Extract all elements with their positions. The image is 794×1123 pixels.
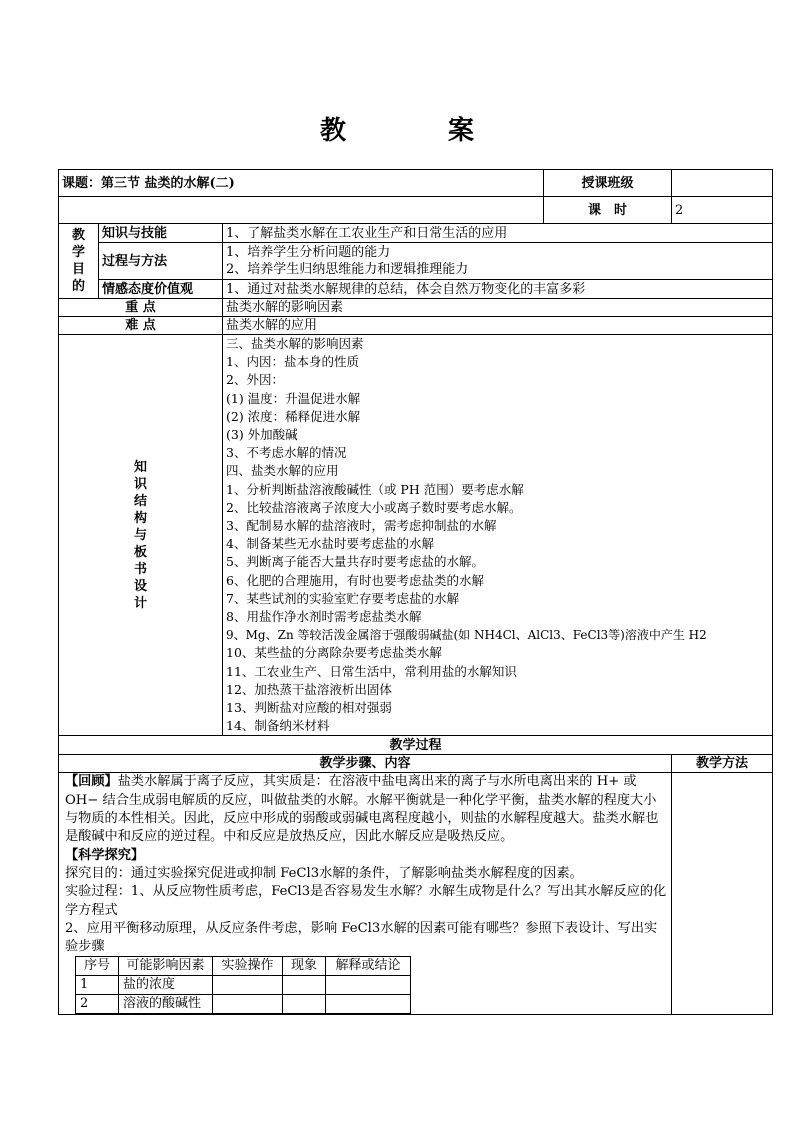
knowledge-line: 2、比较盐溶液离子浓度大小或离子数时要考虑水解。 xyxy=(226,499,522,515)
knowledge-line: 3、配制易水解的盐溶液时，需考虑抑制盐的水解 xyxy=(226,518,497,534)
experiment-header-cell: 序号 xyxy=(76,957,119,976)
knowledge-line: 5、判断离子能否大量共存时要考虑盐的水解。 xyxy=(226,554,484,570)
knowledge-line: 2、外因： xyxy=(226,372,284,388)
objective-attitude-content: 1、通过对盐类水解规律的总结，体会自然万物变化的丰富多彩 xyxy=(223,280,773,299)
experiment-cell xyxy=(326,995,411,1014)
knowledge-line: (2) 浓度：稀释促进水解 xyxy=(226,408,361,424)
knowledge-line: (1) 温度：升温促进水解 xyxy=(226,390,361,406)
table-row xyxy=(76,976,411,995)
experiment-cell xyxy=(213,995,283,1014)
experiment-cell xyxy=(283,976,326,995)
knowledge-line: (3) 外加酸碱 xyxy=(226,427,298,443)
objective-process-content: 1、培养学生分析问题的能力 2、培养学生归纳思维能力和逻辑推理能力 xyxy=(223,243,773,280)
topic-cell: 课题：第三节 盐类的水解(二) xyxy=(59,170,544,197)
knowledge-line: 11、工农业生产、日常生活中，常利用盐的水解知识 xyxy=(226,663,517,679)
process-header: 教学过程 xyxy=(59,736,773,755)
experiment-cell: 溶液的酸碱性 xyxy=(119,995,213,1014)
difficulty-label: 难 点 xyxy=(59,317,223,335)
process-content xyxy=(59,773,672,1015)
knowledge-line: 6、化肥的合理施用，有时也要考虑盐类的水解 xyxy=(226,572,484,588)
key-point-label: 重 点 xyxy=(59,299,223,317)
experiment-header-cell: 实验操作 xyxy=(213,957,283,976)
knowledge-line: 14、制备纳米材料 xyxy=(226,718,330,734)
knowledge-structure-label: 知 识 结 构 与 板 书 设 计 xyxy=(59,335,223,736)
knowledge-line: 7、某些试剂的实验室贮存要考虑盐的水解 xyxy=(226,590,459,606)
experiment-cell xyxy=(213,976,283,995)
experiment-cell xyxy=(283,995,326,1014)
page-title: 教 案 xyxy=(319,116,512,146)
experiment-table xyxy=(75,956,411,1014)
table-row xyxy=(76,995,411,1014)
class-value xyxy=(672,170,773,197)
knowledge-line: 1、分析判断盐溶液酸碱性（或 PH 范围）要考虑水解 xyxy=(226,481,524,497)
review-paragraph xyxy=(65,773,667,846)
objective-process-label: 过程与方法 xyxy=(99,243,223,280)
knowledge-line: 9、Mg、Zn 等较活泼金属溶于强酸弱碱盐(如 NH4Cl、AlCl3、FeCl3等)溶液中产生 H2 xyxy=(226,628,707,643)
knowledge-line: 13、判断盐对应酸的相对强弱 xyxy=(226,700,392,716)
steps-header: 教学步骤、内容 xyxy=(59,755,672,773)
explore-tag: 【科学探究】 xyxy=(65,847,145,863)
knowledge-line: 1、内因：盐本身的性质 xyxy=(226,354,359,370)
class-label: 授课班级 xyxy=(544,170,672,197)
knowledge-line: 10、某些盐的分离除杂要考虑盐类水解 xyxy=(226,645,442,661)
objectives-group-label: 教 学 目 的 xyxy=(59,224,99,299)
method-content xyxy=(672,773,773,1015)
objective-attitude-label: 情感态度价值观 xyxy=(99,280,223,299)
explore-purpose: 探究目的：通过实验探究促进或抑制 FeCl3水解的条件，了解影响盐类水解程度的因素。 xyxy=(65,865,583,881)
experiment-cell: 1 xyxy=(76,976,119,995)
hours-label: 课 时 xyxy=(544,197,672,224)
knowledge-line: 四、盐类水解的应用 xyxy=(226,463,339,479)
knowledge-structure-content xyxy=(223,335,773,736)
key-point-content: 盐类水解的影响因素 xyxy=(223,299,773,317)
knowledge-line: 三、盐类水解的影响因素 xyxy=(226,336,364,351)
explore-step-1: 实验过程：1、从反应物性质考虑，FeCl3是否容易发生水解？水解生成物是什么？写出其水解反应的化学方程式 xyxy=(65,884,667,918)
knowledge-line: 4、制备某些无水盐时要考虑盐的水解 xyxy=(226,536,434,552)
review-tag: 【回顾】 xyxy=(65,774,118,790)
explore-step-2: 2、应用平衡移动原理，从反应条件考虑，影响 FeCl3水解的因素可能有哪些？参照下表设计、写出实验步骤 xyxy=(65,920,658,955)
objective-knowledge-label: 知识与技能 xyxy=(99,224,223,243)
knowledge-line: 3、不考虑水解的情况 xyxy=(226,445,347,461)
experiment-header-cell: 现象 xyxy=(283,957,326,976)
difficulty-content: 盐类水解的应用 xyxy=(223,317,773,335)
knowledge-line: 12、加热蒸干盐溶液析出固体 xyxy=(226,681,392,697)
objective-knowledge-content: 1、了解盐类水解在工农业生产和日常生活的应用 xyxy=(223,224,773,243)
experiment-cell xyxy=(326,976,411,995)
experiment-cell: 2 xyxy=(76,995,119,1014)
hours-value: 2 xyxy=(672,197,773,224)
knowledge-line: 8、用盐作净水剂时需考虑盐类水解 xyxy=(226,609,422,625)
experiment-header-cell: 解释或结论 xyxy=(326,957,411,976)
experiment-header-cell: 可能影响因素 xyxy=(119,957,213,976)
lesson-plan-table xyxy=(58,169,773,1015)
experiment-cell: 盐的浓度 xyxy=(119,976,213,995)
topic-spacer xyxy=(59,197,544,224)
method-header: 教学方法 xyxy=(672,755,773,773)
review-text: 盐类水解属于离子反应，其实质是：在溶液中盐电离出来的离子与水所电离出来的 H+ 或 OH− 结合生成弱电解质的反应，叫做盐类的水解。水解平衡就是一种化学平衡，盐类水解的程度大小与物质的本性相关。因此，反应中形成的弱酸或弱碱电离程度越小，则盐的水解程度越大。盐类水解也是酸碱中和反应的逆过程。中和反应是放热反应，因此水解反应是吸热反应。 xyxy=(65,774,659,845)
